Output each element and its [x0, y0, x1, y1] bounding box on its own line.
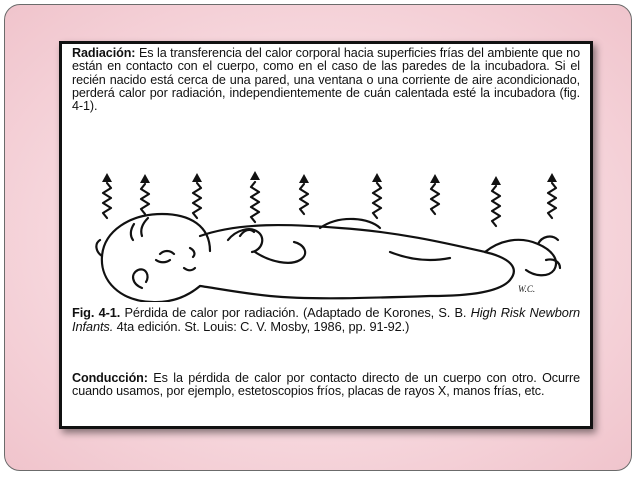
heat-arrow: [141, 184, 149, 214]
conduction-paragraph: [72, 372, 580, 399]
conduction-term: Conducción:: [72, 371, 148, 385]
caption-book-title: High Risk Newborn Infants.: [72, 305, 580, 334]
radiation-text: Es la transferencia del calor corporal hacia superficies frías del ambiente que no están en contacto con el cuerpo, como en el caso de las paredes de la incubadora. Si el recién nacido está cerca de una pared, una ventana o una corriente de aire acondicionado, perderá calor por radiación, independientemente de cuán calentada esté la incubadora (fig. 4-1).: [72, 46, 580, 114]
heat-arrow: [373, 183, 381, 218]
caption-text-after: 4ta edición. St. Louis: C. V. Mosby, 1986, pp. 91-92.): [113, 319, 410, 334]
conduction-text: Es la pérdida de calor por contacto directo de un cuerpo con otro. Ocurre cuando usamos, por ejemplo, estetoscopios fríos, placas de rayos X, manos frías, etc.: [72, 371, 580, 399]
infant-radiation-illustration: [90, 156, 570, 302]
heat-arrow: [548, 183, 556, 218]
caption-label: Fig. 4-1.: [72, 305, 121, 320]
radiation-term: Radiación:: [72, 46, 136, 60]
heat-arrow: [492, 186, 500, 226]
caption-text-before: Pérdida de calor por radiación. (Adaptado de Korones, S. B.: [120, 305, 471, 320]
heat-arrow: [251, 182, 259, 222]
artist-signature: W.C.: [518, 284, 536, 294]
scanned-page: [59, 41, 593, 429]
baby-head: [102, 214, 210, 302]
slide-frame: [4, 4, 632, 471]
baby-body: [200, 225, 514, 298]
figure-caption: [72, 306, 580, 334]
baby-leg: [485, 240, 556, 275]
radiation-paragraph: [72, 47, 580, 113]
heat-arrows: [103, 182, 556, 226]
heat-arrow: [300, 184, 308, 214]
heat-arrow: [431, 184, 439, 214]
heat-arrow: [193, 183, 201, 218]
heat-arrow: [103, 183, 111, 218]
